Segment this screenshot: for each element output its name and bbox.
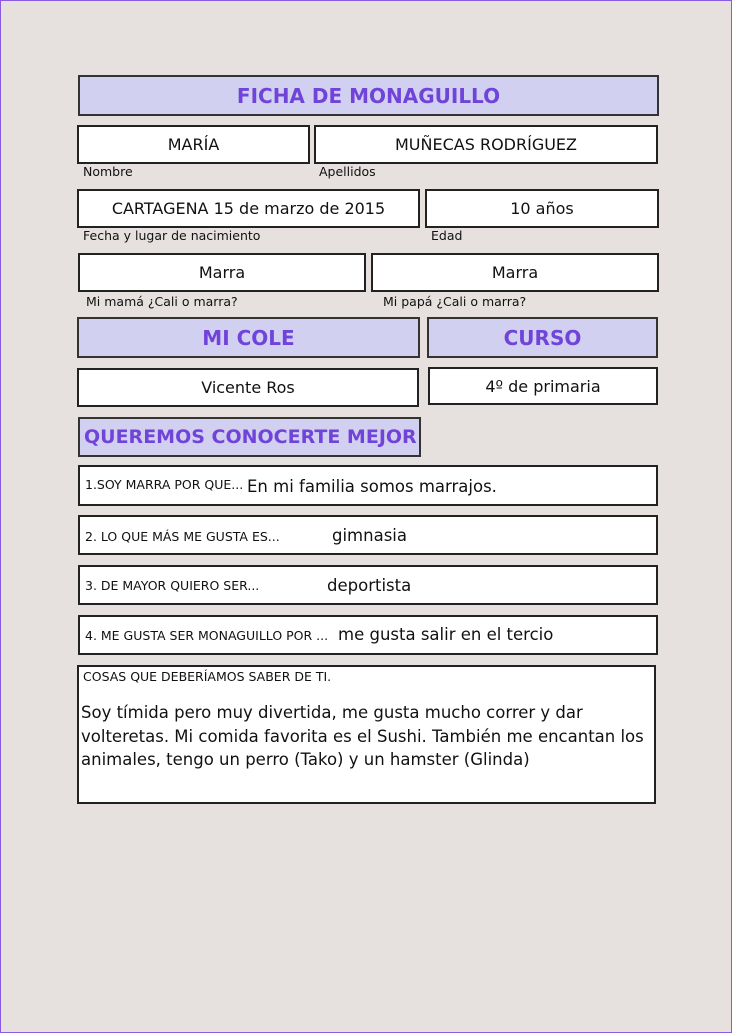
things-to-know-field[interactable] (77, 665, 656, 804)
curso-header-text: CURSO (503, 325, 582, 350)
question-4-answer: me gusta salir en el tercio (338, 625, 554, 644)
curso-value: 4º de primaria (485, 376, 601, 396)
edad-label: Edad (431, 228, 463, 243)
nacimiento-value: CARTAGENA 15 de marzo de 2015 (111, 199, 386, 218)
question-3[interactable] (78, 565, 658, 605)
papa-value: Marra (491, 263, 539, 282)
question-1-label: 1.SOY MARRA POR QUE... (85, 477, 244, 492)
curso-field[interactable] (428, 367, 658, 405)
nombre-value: MARÍA (167, 135, 220, 154)
question-3-label: 3. DE MAYOR QUIERO SER... (85, 578, 260, 593)
papa-label: Mi papá ¿Cali o marra? (383, 294, 527, 309)
question-2-label: 2. LO QUE MÁS ME GUSTA ES... (85, 529, 280, 544)
apellidos-value: MUÑECAS RODRÍGUEZ (395, 135, 577, 154)
nombre-label: Nombre (83, 164, 133, 179)
papa-field[interactable] (371, 253, 659, 292)
form-title (78, 75, 659, 116)
mama-value: Marra (198, 263, 246, 282)
mama-label: Mi mamá ¿Cali o marra? (86, 294, 238, 309)
things-to-know-label: COSAS QUE DEBERÍAMOS SABER DE TI. (83, 669, 332, 684)
mama-field[interactable] (78, 253, 366, 292)
nacimiento-field[interactable] (77, 189, 420, 228)
question-1-answer: En mi familia somos marrajos. (247, 477, 497, 496)
form-title-text: FICHA DE MONAGUILLO (236, 83, 501, 108)
edad-field[interactable] (425, 189, 659, 228)
apellidos-label: Apellidos (319, 164, 376, 179)
question-2-answer: gimnasia (332, 526, 407, 545)
apellidos-field[interactable] (314, 125, 658, 164)
question-4-label: 4. ME GUSTA SER MONAGUILLO POR ... (85, 628, 329, 643)
question-4[interactable] (78, 615, 658, 655)
things-to-know-answer: Soy tímida pero muy divertida, me gusta mucho correr y dar volteretas. Mi comida favorita es el Sushi. También me encantan los animales, tengo un perro (Tako) y un hamster (Glinda) (81, 703, 644, 769)
curso-header (427, 317, 658, 358)
edad-value: 10 años (510, 199, 574, 218)
about-header (78, 417, 421, 457)
question-1[interactable] (78, 465, 658, 506)
nacimiento-label: Fecha y lugar de nacimiento (83, 228, 261, 243)
question-2[interactable] (78, 515, 658, 555)
cole-header-text: MI COLE (202, 325, 295, 350)
cole-value: Vicente Ros (201, 378, 295, 397)
cole-field[interactable] (77, 368, 419, 407)
question-3-answer: deportista (327, 576, 412, 595)
cole-header (77, 317, 420, 358)
about-header-text: QUEREMOS CONOCERTE MEJOR (84, 426, 417, 448)
nombre-field[interactable] (77, 125, 310, 164)
